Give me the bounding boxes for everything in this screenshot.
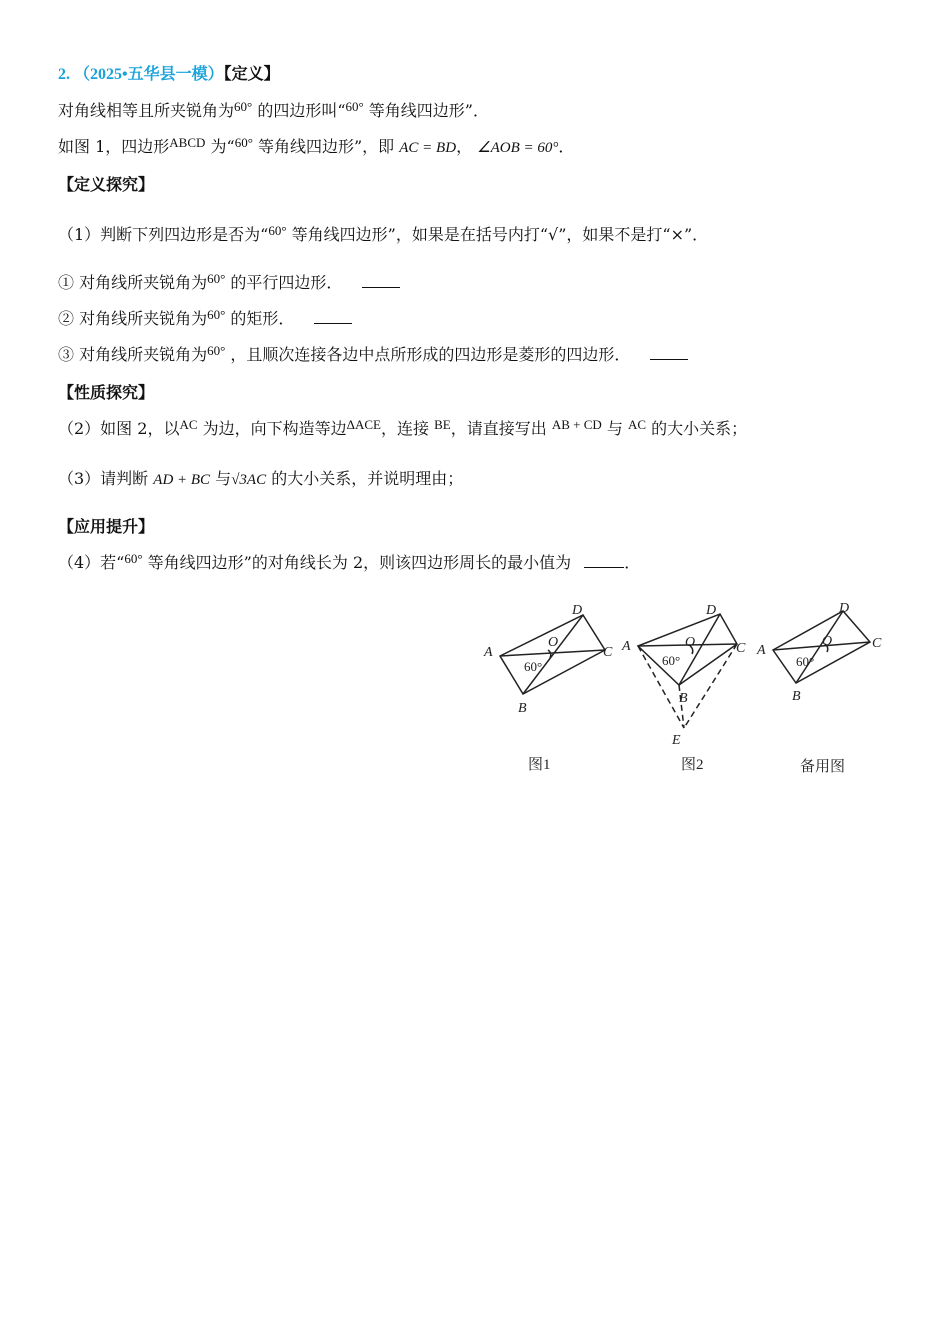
text: 如图 1，四边形 <box>58 137 170 156</box>
text: 等角线四边形”． <box>368 101 489 120</box>
label-o-3: O <box>822 634 833 649</box>
angle-value: 60° <box>207 307 226 322</box>
figure-2 <box>638 614 737 728</box>
geometry-figures <box>478 592 898 782</box>
equation: AC = BD <box>399 140 457 156</box>
section-title-application: 【应用提升】 <box>58 517 155 536</box>
text: 的平行四边形． <box>230 273 343 292</box>
label-b: B <box>518 701 527 716</box>
text: ，且顺次连接各边中点所形成的四边形是菱形的四边形． <box>230 345 631 364</box>
triangle: ΔACE <box>346 417 381 432</box>
text: 的四边形叫“ <box>257 101 346 120</box>
label-c-3: C <box>872 636 882 651</box>
segment: BE <box>434 417 451 432</box>
text: 等角线四边形”的对角线长为 2，则该四边形周长的最小值为 <box>147 553 572 572</box>
item-1 <box>58 272 400 295</box>
question-3 <box>58 468 463 491</box>
text: ① 对角线所夹锐角为 <box>58 273 208 292</box>
label-d: D <box>572 603 583 618</box>
figure-1 <box>500 615 605 694</box>
text: 的矩形． <box>230 309 295 328</box>
definition-tag: 【定义】 <box>223 66 280 83</box>
label-c-2: C <box>736 641 746 656</box>
label-60-2: 60° <box>662 653 681 668</box>
problem-number: 2. <box>58 66 70 83</box>
text: 为“ <box>210 137 235 156</box>
section-title-definition-explore: 【定义探究】 <box>58 175 155 194</box>
angle-value: 60° <box>207 271 226 286</box>
segment: AC <box>628 417 647 432</box>
label-60: 60° <box>524 659 543 674</box>
text: （3）请判断 <box>58 469 149 488</box>
label-o-2: O <box>685 635 696 650</box>
question-1 <box>58 224 708 247</box>
label-a-2: A <box>622 639 631 654</box>
text: ， <box>456 137 473 156</box>
angle-arc <box>548 650 551 658</box>
text: 为边，向下构造等边 <box>202 419 347 438</box>
text: 等角线四边形”，即 <box>257 137 395 156</box>
answer-blank-4[interactable] <box>584 553 624 568</box>
text: ． <box>624 553 641 572</box>
label-c: C <box>603 645 613 660</box>
definition-line-1 <box>58 100 489 123</box>
label-d-2: D <box>706 603 717 618</box>
angle-value: 60° <box>268 223 287 238</box>
text: 的大小关系； <box>651 419 748 438</box>
answer-blank-3[interactable] <box>650 345 688 360</box>
expression: AB + CD <box>551 417 602 432</box>
question-4 <box>58 552 640 575</box>
angle-value: 60° <box>124 551 143 566</box>
answer-blank-2[interactable] <box>314 309 352 324</box>
caption-fig1: 图1 <box>528 757 551 773</box>
text: ． <box>558 137 575 156</box>
label-o: O <box>548 635 559 650</box>
problem-source: （2025•五华县一模） <box>74 66 224 83</box>
text: （2）如图 2，以 <box>58 419 180 438</box>
text: ，请直接写出 <box>450 419 547 438</box>
text: ③ 对角线所夹锐角为 <box>58 345 208 364</box>
text: 与 <box>606 419 623 438</box>
text: 对角线相等且所夹锐角为 <box>58 101 235 120</box>
equation: ∠AOB = 60° <box>477 140 559 156</box>
text: 的大小关系，并说明理由； <box>271 469 464 488</box>
segment: AC <box>179 417 198 432</box>
label-60-3: 60° <box>796 654 815 669</box>
problem-header <box>58 64 280 86</box>
caption-fig3: 备用图 <box>800 759 846 775</box>
text: （4）若“ <box>58 553 125 572</box>
dashed-ce <box>684 644 737 728</box>
angle-value: 60° <box>234 99 253 114</box>
question-2 <box>58 418 747 441</box>
figures-panel <box>478 592 898 782</box>
section-title-property-explore: 【性质探究】 <box>58 383 155 402</box>
expression: √3AC <box>231 472 267 488</box>
item-3 <box>58 344 688 367</box>
text: 等角线四边形”，如果是在括号内打“√”，如果不是打“×”． <box>291 225 709 244</box>
text: ，连接 <box>381 419 430 438</box>
angle-value: 60° <box>345 99 364 114</box>
angle-value: 60° <box>234 135 253 150</box>
item-2 <box>58 308 352 331</box>
label-d-3: D <box>839 601 850 616</box>
text: ② 对角线所夹锐角为 <box>58 309 208 328</box>
definition-line-2 <box>58 136 574 159</box>
answer-blank-1[interactable] <box>362 273 400 288</box>
angle-value: 60° <box>207 343 226 358</box>
quad-name: ABCD <box>169 135 206 150</box>
label-a-3: A <box>757 643 766 658</box>
expression: AD + BC <box>153 472 211 488</box>
label-a: A <box>484 645 493 660</box>
text: 与 <box>215 469 232 488</box>
label-e: E <box>672 733 681 748</box>
label-b-2: B <box>679 691 688 706</box>
label-b-3: B <box>792 689 801 704</box>
text: （1）判断下列四边形是否为“ <box>58 225 269 244</box>
caption-fig2: 图2 <box>681 757 704 773</box>
